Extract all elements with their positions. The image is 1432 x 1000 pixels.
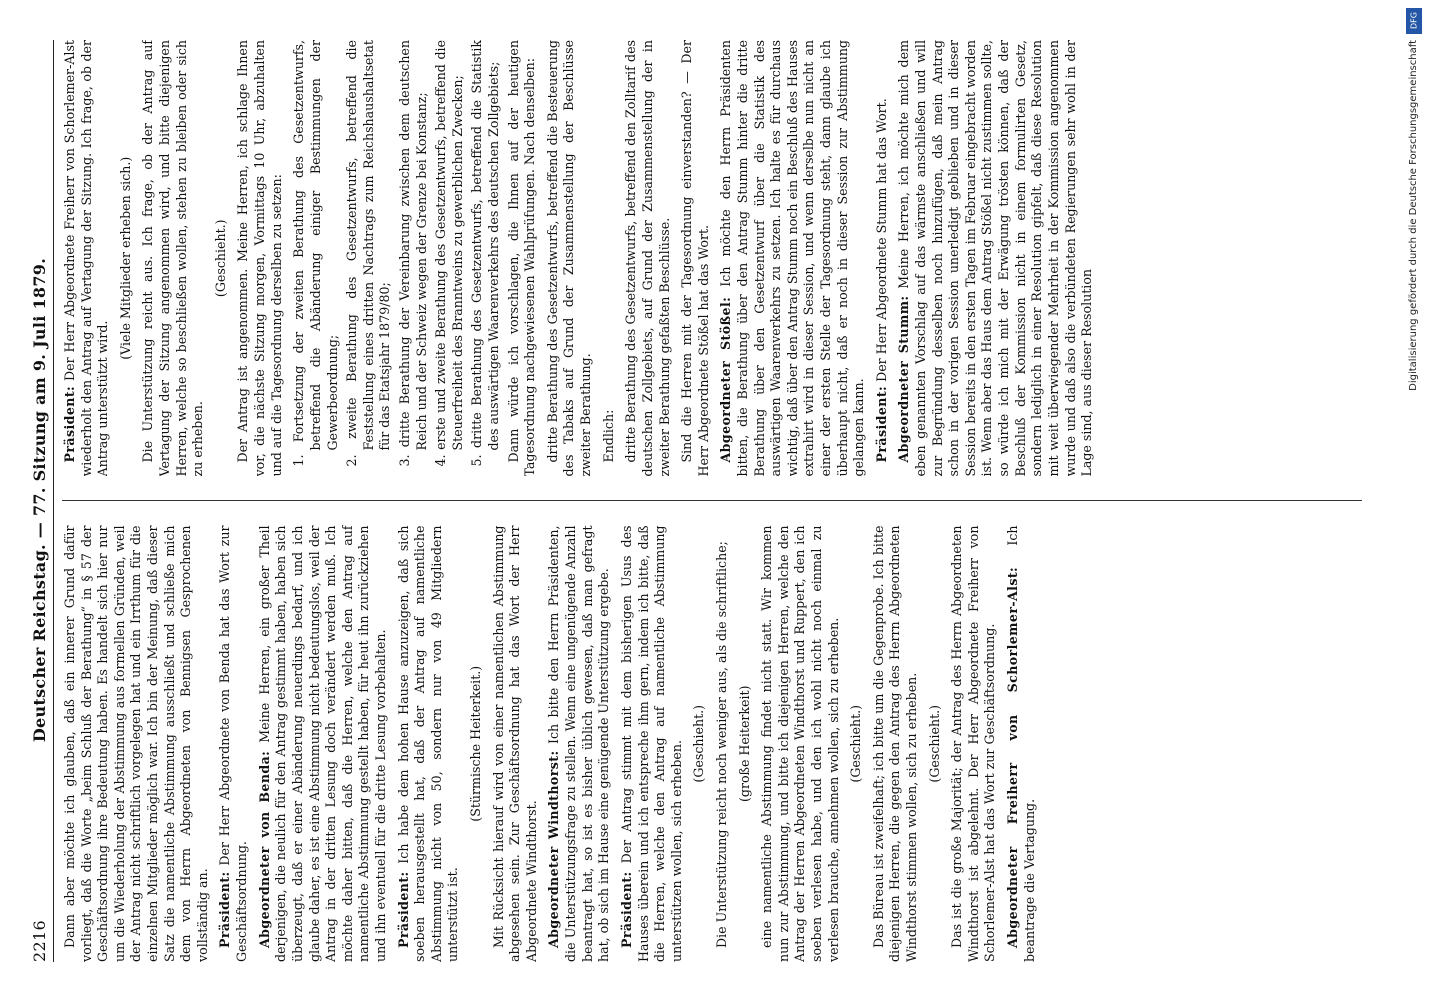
paragraph [1005, 526, 1038, 963]
page-title: Deutscher Reichstag. — 77. Sitzung am 9. Juli 1879. [30, 257, 49, 743]
paragraph [506, 40, 539, 477]
stage-direction: (Geschieht.) [691, 704, 707, 783]
paragraph-text: Der Herr Abgeordnete Stumm hat das Wort. [873, 98, 889, 382]
speaker-name: Präsident: [395, 871, 411, 948]
paragraph-text: Ich habe dem hohen Hause anzuzeigen, daß sich soeben herausgestellt hat, daß der Antrag auf namentliche Abstimmung nicht von 50, sondern nur von 49 Mitgliedern unterstützt ist. [395, 525, 461, 962]
paragraph-text: Das Büreau ist zweifelhaft; ich bitte um die Gegenprobe. Ich bitte diejenigen Herren, die gegen den Antrag des Herrn Abgeordneten Windthorst stimmen wollen, sich zu erheben. [870, 525, 920, 962]
column-divider [62, 501, 1362, 502]
paragraph-text: 4. erste und zweite Berathung des Gesetzentwurfs, betreffend die Steuerfreiheit des Branntweins zu gewerblichen Zwecken; [433, 40, 465, 467]
paragraph-text: Endlich: [600, 409, 616, 463]
paragraph [62, 526, 211, 963]
speaker-name: Abgeordneter Windthorst: [546, 750, 562, 948]
speaker-name: Abgeordneter Stößel: [718, 296, 734, 463]
paragraph [679, 40, 712, 477]
speaker-name: Präsident: [873, 385, 889, 463]
paragraph-text: Die Unterstützung reicht aus. Ich frage, ob der Antrag auf Vertagung der Sitzung angenommen wird, und bitte diejenigen Herren, welche so beschließen wollen, stehen zu bleiben oder sich zu erheben. [140, 40, 206, 477]
page-header [30, 40, 54, 962]
paragraph [601, 40, 618, 477]
paragraph-text: dritte Berathung des Gesetzentwurfs, betreffend den Zolltarif des deutschen Zollgebiets, auf Grund der Zusammenstellung der in zweiter Berathung gefaßten Beschlüsse. [623, 40, 672, 477]
paragraph [718, 40, 867, 477]
speaker-name: Präsident: [217, 871, 233, 948]
paragraph-text: Dann würde ich vorschlagen, die Ihnen auf der heutigen Tagesordnung nachgewiesenen Wahlprüfungen. Nach denselben: [505, 40, 538, 477]
speaker-name: Präsident: [618, 871, 634, 948]
speaker-name: Abgeordneter von Benda: [256, 750, 272, 948]
stage-direction: (Geschieht.) [212, 219, 228, 298]
stage-direction: (Geschieht.) [848, 704, 864, 783]
paragraph-text: Der Herr Abgeordnete Freiherr von Schorlemer-Alst wiederholt den Antrag auf Vertagung der Sitzung. Ich frage, ob der Antrag unterstützt wird. [62, 40, 111, 477]
agenda-item [397, 40, 430, 477]
agenda-item [291, 40, 341, 477]
stage-direction: (große Heiterkeit) [736, 685, 752, 803]
right-column [62, 40, 1362, 477]
speaker-name: Präsident: [62, 385, 77, 463]
paragraph-text: 1. Fortsetzung der zweiten Berathung des Gesetzentwurfs, betreffend die Abänderung einiger Bestimmungen der Gewerbeordnung; [291, 40, 340, 467]
paragraph-text: 5. dritte Berathung des Gesetzentwurfs, betreffend die Statistik des auswärtigen Waarenverkehrs des deutschen Zollgebiets; [469, 40, 502, 467]
paragraph [714, 526, 731, 963]
paragraph-text: dritte Berathung des Gesetzentwurfs, betreffend die Besteuerung des Tabaks auf Grund der Zusammenstellung der Beschlüsse zweiter Berathung. [544, 40, 594, 477]
paragraph-text: Mit Rücksicht hierauf wird von einer namentlichen Abstimmung abgesehen sein. Zur Geschäftsordnung hat das Wort der Herr Abgeordnete Windthorst. [490, 525, 539, 962]
stage-direction: (Stürmische Heiterkeit.) [468, 665, 484, 822]
speaker-name: Abgeordneter Freiherr von Schorlemer-Alst: [1005, 566, 1021, 948]
paragraph-text: Ich bitte den Herrn Präsidenten, die Unterstützungsfrage zu stellen. Wenn eine ungenügende Anzahl beantragt hat, so ist es bisher üblich gewesen, daß man gefragt hat, ob sich im Hause eine genügende Unterstützung ergebe. [546, 525, 612, 962]
paragraph-text: Dann aber möchte ich glauben, daß ein innerer Grund dafür vorliegt, daß die Worte „beim Schluß der Berathung“ in § 57 der Geschäftsordnung ihre Bedeutung haben. Es handelt sich hier nur um die Wiederholung der Abstimmung aus formellen Gründen, weil der Antrag nicht schriftlich vorgelegen hat und ein Irrthum für die einzelnen Mitglieder möglich war. Ich bin der Meinung, daß dieser Satz die namentliche Abstimmung ausschließt und schließe mich dem von Herrn Abgeordneten von Bennigsen Gesprochenen vollständig an. [62, 525, 210, 962]
paragraph [257, 526, 390, 963]
paragraph-text: Der Antrag stimmt mit dem bisherigen Usus des Hauses überein und ich entspreche ihm gern, indem ich bitte, daß die Herren, welche den Antrag auf namentliche Abstimmung unterstützen wollen, sich erheben. [618, 525, 684, 962]
paragraph [62, 40, 112, 477]
paragraph [896, 40, 1095, 477]
page-number: 2216 [30, 920, 49, 962]
paragraph-text: Das ist die große Majorität; der Antrag des Herrn Abgeordneten Windthorst ist abgelehnt. Der Herr Abgeordnete Freiherr von Schorlemer-Alst hat das Wort zur Geschäftsordnung. [949, 525, 998, 962]
paragraph-text: Der Antrag ist angenommen. Meine Herren, ich schlage Ihnen vor, die nächste Sitzung morgen, Vormittags 10 Uhr, abzuhalten und auf die Tagesordnung derselben zu setzen: [235, 40, 284, 477]
agenda-item [469, 40, 502, 477]
paragraph-text: Die Unterstützung reicht noch weniger aus, als die schriftliche; [713, 541, 729, 948]
paragraph [491, 526, 541, 963]
text-columns [62, 40, 1362, 962]
stage-direction: (Geschieht.) [926, 704, 942, 783]
dfg-logo: DFG [1406, 8, 1422, 34]
stage-direction: (Viele Mitglieder erheben sich.) [117, 156, 133, 360]
paragraph [545, 40, 595, 477]
agenda-item [344, 40, 394, 477]
paragraph-text: Meine Herren, ich möchte mich dem eben genannten Vorschlag auf das wärmste anschließen und will zur Begründung desselben noch hinzufügen, daß mein Antrag schon in der vorigen Session unerledigt geblieben und in dieser Session bereits in den ersten Tagen im Februar eingebracht worden ist. Wenn aber das Haus dem Antrag Stößel nicht zustimmen sollte, so würde ich mich mit der Erwägung trösten können, daß der Beschluß der Kommission nicht in einem formulirten Gesetz, sondern lediglich in einer Resolution gipfelt, daß diese Resolution mit weit überwiegender Mehrheit in der Kommission angenommen wurde und daß also die verbündeten Regierungen sehr wohl in der Lage sind, aus dieser Resolution [896, 40, 1095, 477]
paragraph [759, 526, 842, 963]
paragraph [871, 526, 921, 963]
agenda-item [433, 40, 466, 477]
paragraph [619, 526, 685, 963]
paragraph-text: 3. dritte Berathung der Vereinbarung zwischen dem deutschen Reich und der Schweiz wegen der Grenze bei Konstanz; [396, 40, 429, 467]
paragraph-text: eine namentliche Abstimmung findet nicht statt. Wir kommen nun zur Abstimmung, und bitte ich diejenigen Herren, welche den Antrag der Herren Abgeordneten Windthorst und Ruppert, den ich soeben verlesen habe, und den ich wohl nicht noch einmal zu verlesen brauche, annehmen wollen, sich zu erheben. [759, 525, 841, 962]
paragraph [396, 526, 462, 963]
speaker-name: Abgeordneter Stumm: [896, 295, 912, 463]
paragraph [623, 40, 673, 477]
paragraph [235, 40, 285, 477]
paragraph [140, 40, 206, 477]
left-column [62, 526, 1362, 963]
paragraph-text: 2. zweite Berathung des Gesetzentwurfs, betreffend die Feststellung eines dritten Nachtrags zum Reichshaushaltsetat für das Etatsjahr 1879/80; [344, 40, 393, 467]
paragraph-text: Der Herr Abgeordnete von Benda hat das Wort zur Geschäftsordnung. [217, 525, 250, 962]
paragraph [874, 40, 891, 477]
paragraph [546, 526, 612, 963]
paragraph [217, 526, 250, 963]
paragraph-text: Meine Herren, ein großer Theil derjenigen, die neulich für den Antrag gestimmt haben, haben sich überzeugt, daß er einer Abänderung neuerdings bedarf, und ich glaube daher, es ist eine Abstimmung nicht bedeutungslos, weil der Antrag in der dritten Lesung doch verändert werden muß. Ich möchte daher bitten, daß die Herren, welche den Antrag auf namentliche Abstimmung gestellt haben, für heut ihn zurückziehen und ihn eventuell für die dritte Lesung vorbehalten. [256, 525, 388, 962]
digitization-credit [1406, 0, 1428, 1000]
credit-text: Digitalisierung gefördert durch die Deutsche Forschungsgemeinschaft [1408, 40, 1419, 391]
paragraph-text: Ich beantrage die Vertagung. [1005, 525, 1037, 962]
paragraph-text: Sind die Herren mit der Tagesordnung einverstanden? — Der Herr Abgeordnete Stößel hat das Wort. [679, 40, 711, 477]
paragraph-text: Ich möchte den Herrn Präsidenten bitten, die Berathung über den Antrag Stumm hinter die dritte Berathung über den Gesetzentwurf über die Statistik des auswärtigen Waarenverkehrs zu setzen. Ich halte es für durchaus wichtig, daß über den Antrag Stumm noch ein Beschluß des Hauses extrahirt wird in dieser Session, und wenn derselbe nun nicht an einer der ersten Stelle der Tagesordnung steht, dann glaube ich überhaupt nicht, daß er noch in dieser Session zur Abstimmung gelangen kann. [718, 40, 867, 477]
paragraph [949, 526, 999, 963]
